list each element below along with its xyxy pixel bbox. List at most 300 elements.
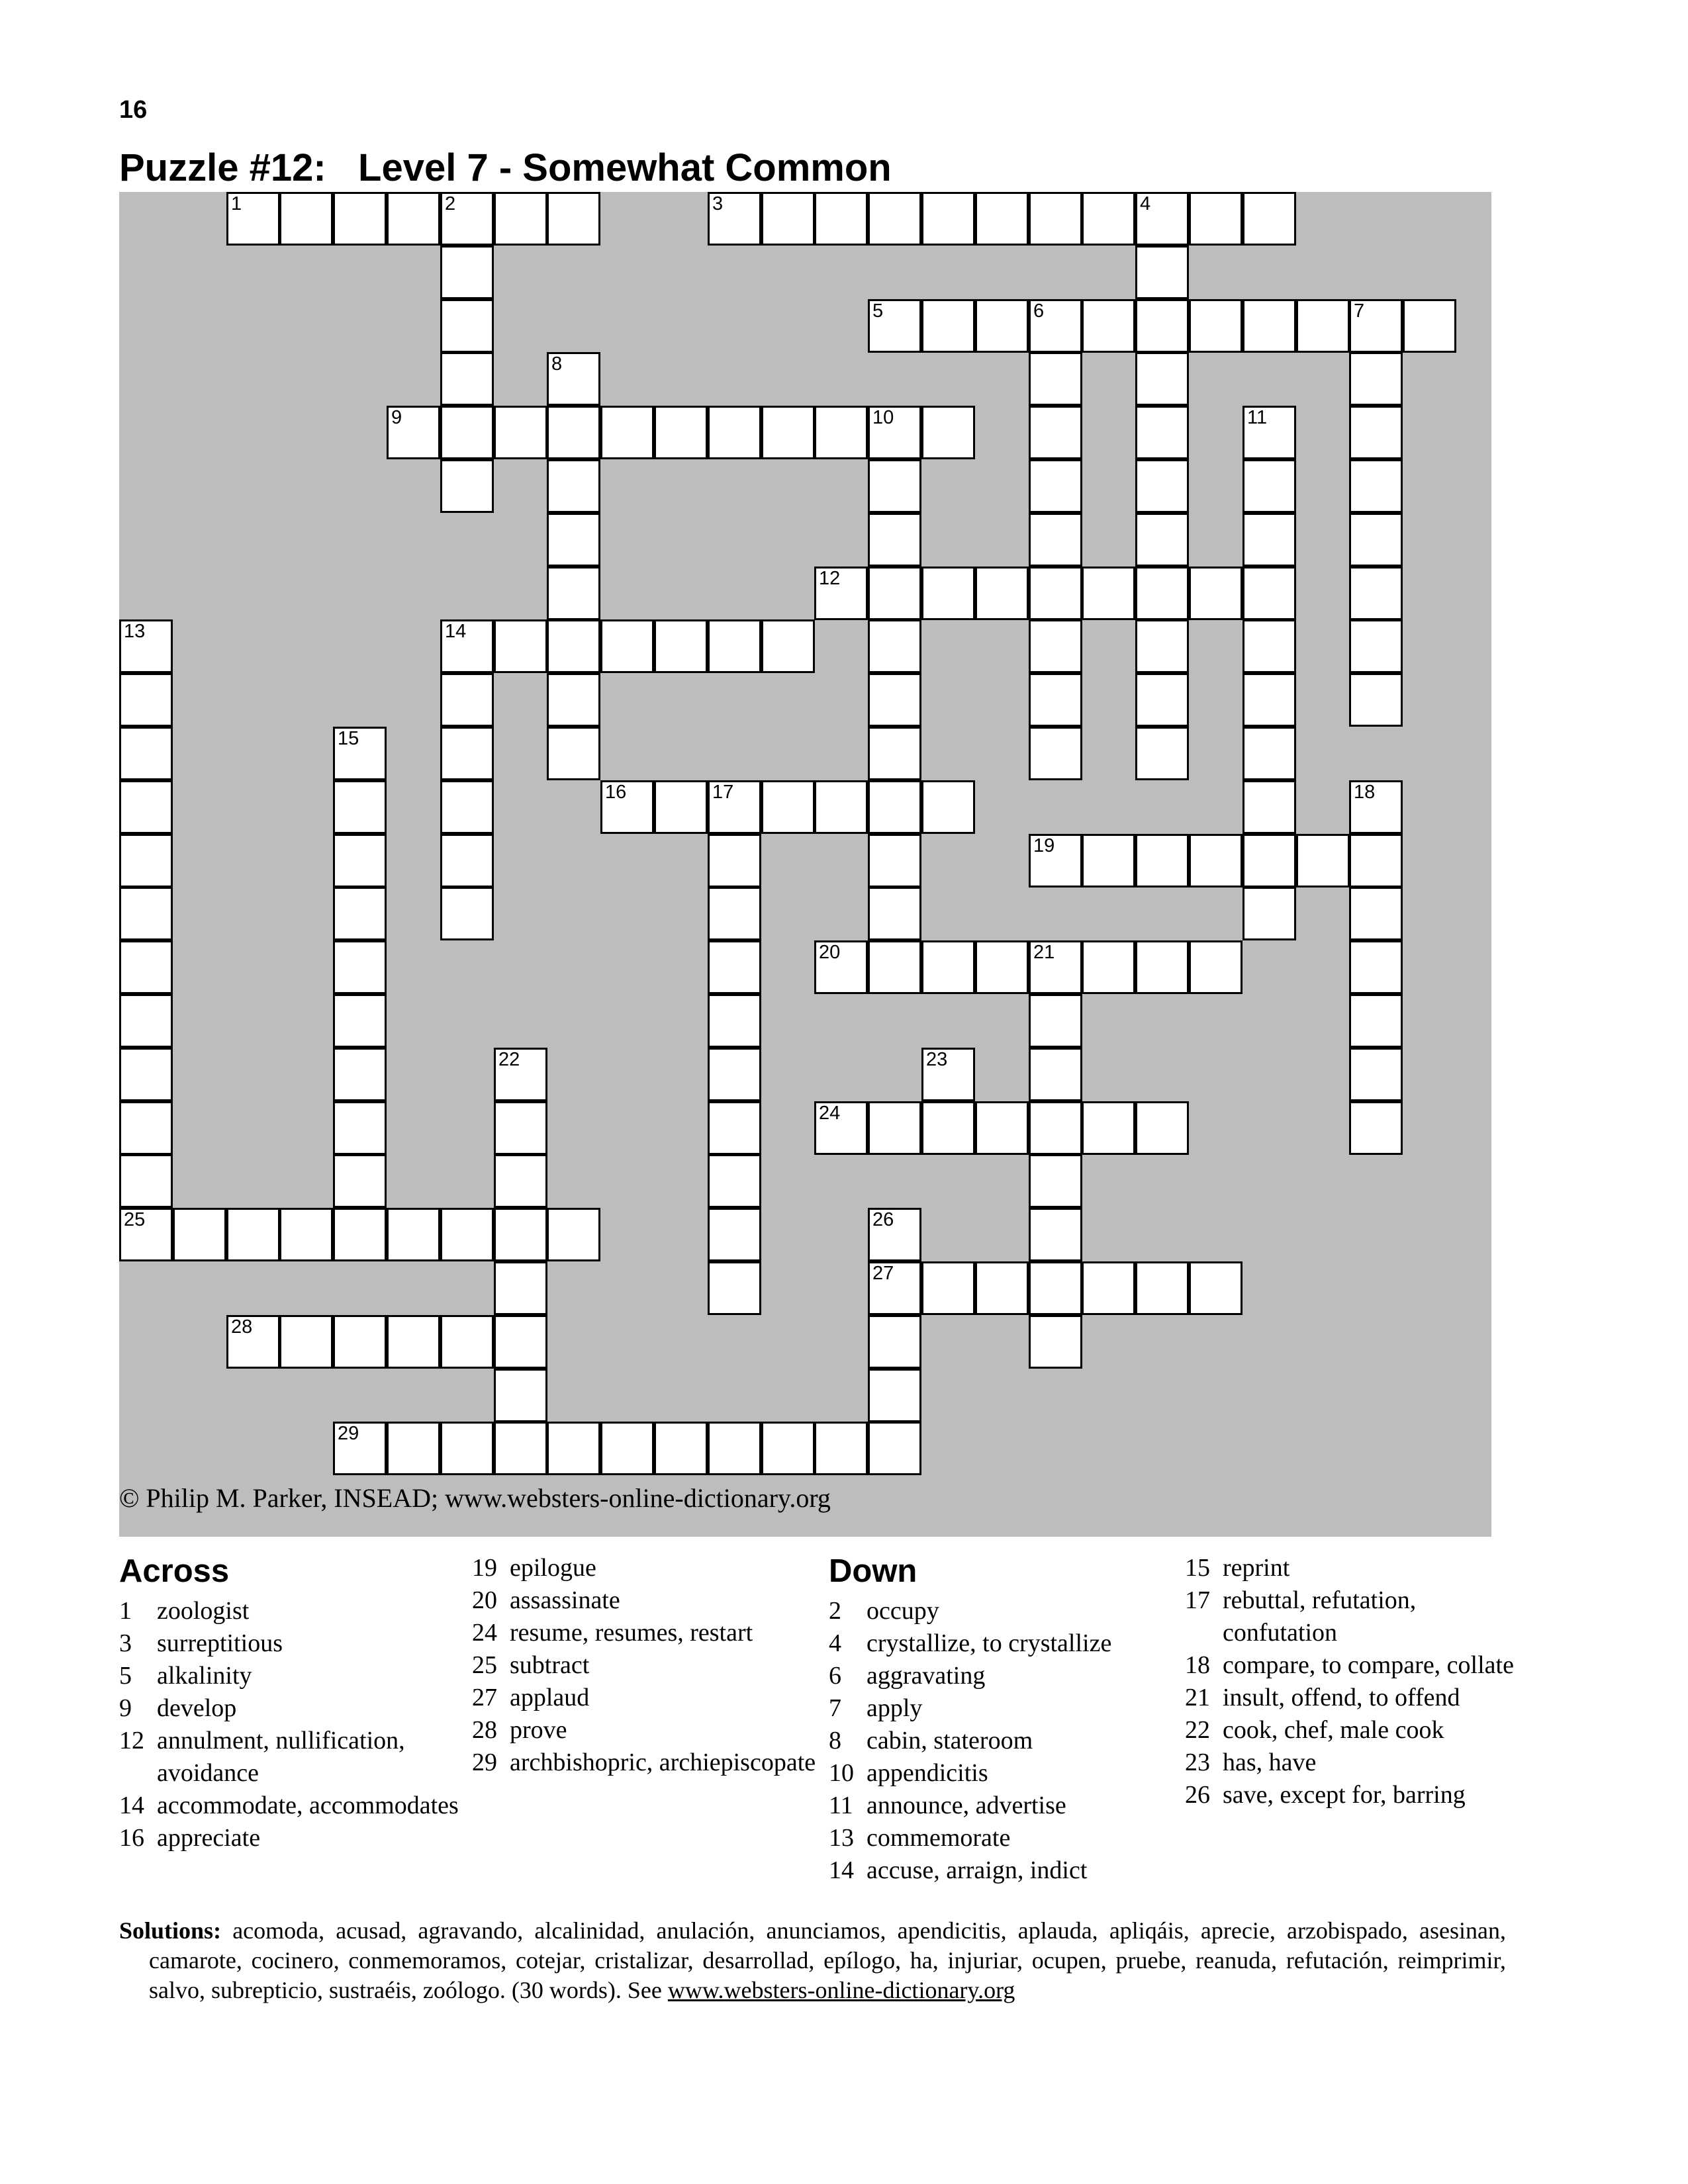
grid-cell[interactable] — [440, 673, 494, 727]
grid-cell[interactable] — [654, 619, 708, 673]
grid-cell[interactable] — [440, 619, 494, 673]
grid-cell[interactable] — [547, 567, 600, 620]
clue-number: 5 — [872, 300, 884, 322]
grid-cell[interactable] — [600, 619, 654, 673]
grid-cell[interactable] — [1135, 352, 1189, 406]
grid-cell[interactable] — [440, 780, 494, 834]
grid-cell[interactable] — [333, 1154, 387, 1208]
clue-number: 26 — [872, 1209, 894, 1230]
grid-cell[interactable] — [921, 299, 975, 353]
grid-cell[interactable] — [387, 406, 440, 459]
clue-text: rebuttal, refutation, confutation — [1223, 1586, 1417, 1647]
grid-cell[interactable] — [1349, 299, 1403, 353]
clue-number: 17 — [712, 782, 734, 803]
grid-cell[interactable] — [119, 994, 173, 1048]
grid-cell[interactable] — [119, 1101, 173, 1155]
down-clues-column-1 — [829, 1549, 1173, 1887]
grid-cell[interactable] — [1189, 567, 1243, 620]
grid-cell[interactable] — [921, 406, 975, 459]
grid-cell[interactable] — [1029, 513, 1082, 567]
grid-cell[interactable] — [226, 1315, 280, 1369]
solutions-list: acomoda, acusad, agravando, alcalinidad, anulación, anunciamos, apendicitis, aplauda, apliqáis, aprecie, arzobispado, asesinan, camarote, cocinero, conmemoramos, cotejar, cristalizar, desarrollad, epílogo, ha, injuriar, ocupen, pruebe, reanuda, refutación, reimprimir, salvo, subrepticio, sustraéis, zoólogo. (30 words). See — [149, 1917, 1506, 2003]
grid-cell[interactable] — [440, 406, 494, 459]
grid-cell[interactable] — [708, 1101, 761, 1155]
grid-cell[interactable] — [1349, 619, 1403, 673]
clue-number: 10 — [872, 407, 894, 428]
grid-cell[interactable] — [761, 192, 815, 246]
grid-cell[interactable] — [708, 780, 761, 834]
grid-cell[interactable] — [1082, 834, 1135, 887]
grid-cell[interactable] — [868, 834, 921, 887]
grid-cell[interactable] — [333, 834, 387, 887]
grid-cell[interactable] — [921, 1048, 975, 1101]
grid-cell[interactable] — [708, 1048, 761, 1101]
across-clue — [119, 1660, 477, 1692]
grid-cell[interactable] — [814, 1422, 868, 1475]
grid-cell[interactable] — [868, 1315, 921, 1369]
grid-cell[interactable] — [1349, 673, 1403, 727]
grid-cell[interactable] — [440, 352, 494, 406]
grid-cell[interactable] — [814, 780, 868, 834]
grid-cell[interactable] — [1029, 1261, 1082, 1315]
grid-cell[interactable] — [119, 1154, 173, 1208]
grid-cell[interactable] — [494, 1154, 547, 1208]
down-clue — [829, 1757, 1173, 1790]
grid-cell[interactable] — [1349, 1101, 1403, 1155]
grid-cell[interactable] — [1029, 673, 1082, 727]
grid-cell[interactable] — [494, 1422, 547, 1475]
down-clue — [829, 1660, 1173, 1692]
grid-cell[interactable] — [440, 727, 494, 780]
grid-cell[interactable] — [600, 1422, 654, 1475]
grid-cell[interactable] — [1189, 940, 1243, 994]
grid-cell[interactable] — [1135, 246, 1189, 299]
grid-cell[interactable] — [1029, 1154, 1082, 1208]
grid-cell[interactable] — [1029, 994, 1082, 1048]
clue-text: cook, chef, male cook — [1223, 1716, 1444, 1744]
grid-cell[interactable] — [814, 940, 868, 994]
grid-cell[interactable] — [547, 406, 600, 459]
grid-cell[interactable] — [708, 1261, 761, 1315]
grid-cell[interactable] — [654, 406, 708, 459]
solutions-link[interactable]: www.websters-online-dictionary.org — [667, 1977, 1015, 2003]
grid-cell[interactable] — [1189, 299, 1243, 353]
down-clues-column-2 — [1185, 1552, 1529, 1811]
grid-cell[interactable] — [1082, 192, 1135, 246]
grid-cell[interactable] — [814, 192, 868, 246]
grid-cell[interactable] — [1189, 834, 1243, 887]
clue-num: 29 — [472, 1749, 497, 1776]
grid-cell[interactable] — [868, 780, 921, 834]
grid-cell[interactable] — [440, 834, 494, 887]
clue-num: 10 — [829, 1759, 854, 1787]
across-clue — [472, 1584, 816, 1617]
grid-cell[interactable] — [975, 940, 1029, 994]
grid-cell[interactable] — [1135, 673, 1189, 727]
grid-cell[interactable] — [494, 406, 547, 459]
clue-num: 25 — [472, 1651, 497, 1679]
grid-cell[interactable] — [440, 1422, 494, 1475]
grid-cell[interactable] — [921, 780, 975, 834]
clue-number: 11 — [1247, 407, 1268, 428]
grid-cell[interactable] — [1243, 299, 1296, 353]
clue-text: assassinate — [510, 1586, 620, 1614]
grid-cell[interactable] — [494, 1369, 547, 1422]
grid-cell[interactable] — [387, 1208, 440, 1261]
grid-cell[interactable] — [226, 192, 280, 246]
clue-num: 21 — [1185, 1684, 1210, 1711]
grid-cell[interactable] — [119, 1048, 173, 1101]
grid-cell[interactable] — [440, 1208, 494, 1261]
grid-cell[interactable] — [1243, 780, 1296, 834]
grid-cell[interactable] — [279, 1208, 333, 1261]
grid-cell[interactable] — [708, 940, 761, 994]
grid-cell[interactable] — [975, 192, 1029, 246]
grid-cell[interactable] — [333, 1422, 387, 1475]
grid-cell[interactable] — [333, 1315, 387, 1369]
grid-cell[interactable] — [1243, 513, 1296, 567]
grid-cell[interactable] — [921, 192, 975, 246]
grid-cell[interactable] — [814, 567, 868, 620]
grid-cell[interactable] — [1349, 887, 1403, 940]
clue-num: 4 — [829, 1629, 841, 1657]
grid-cell[interactable] — [1349, 994, 1403, 1048]
grid-cell[interactable] — [440, 192, 494, 246]
grid-cell[interactable] — [440, 1315, 494, 1369]
grid-cell[interactable] — [1135, 619, 1189, 673]
across-clue — [472, 1649, 816, 1682]
grid-cell[interactable] — [868, 567, 921, 620]
grid-cell[interactable] — [1029, 834, 1082, 887]
grid-cell[interactable] — [708, 192, 761, 246]
grid-cell[interactable] — [1243, 459, 1296, 513]
grid-cell[interactable] — [708, 994, 761, 1048]
copyright-notice: © Philip M. Parker, INSEAD; www.websters-online-dictionary.org — [119, 1483, 831, 1513]
grid-cell[interactable] — [1082, 567, 1135, 620]
grid-cell[interactable] — [975, 299, 1029, 353]
grid-cell[interactable] — [547, 459, 600, 513]
grid-cell[interactable] — [868, 1208, 921, 1261]
grid-cell[interactable] — [1243, 406, 1296, 459]
grid-cell[interactable] — [333, 780, 387, 834]
clue-num: 9 — [119, 1694, 132, 1722]
grid-cell[interactable] — [1349, 459, 1403, 513]
grid-cell[interactable] — [868, 1261, 921, 1315]
grid-cell[interactable] — [1349, 1048, 1403, 1101]
grid-cell[interactable] — [1029, 1101, 1082, 1155]
across-clue — [119, 1790, 477, 1822]
grid-cell[interactable] — [600, 780, 654, 834]
clue-num: 28 — [472, 1716, 497, 1744]
grid-cell[interactable] — [868, 299, 921, 353]
clue-text: cabin, stateroom — [867, 1727, 1033, 1754]
grid-cell[interactable] — [1029, 727, 1082, 780]
grid-cell[interactable] — [547, 1208, 600, 1261]
grid-cell[interactable] — [708, 1154, 761, 1208]
grid-cell[interactable] — [921, 567, 975, 620]
grid-cell[interactable] — [119, 619, 173, 673]
grid-cell[interactable] — [761, 619, 815, 673]
grid-cell[interactable] — [1296, 834, 1350, 887]
grid-cell[interactable] — [547, 513, 600, 567]
grid-cell[interactable] — [1135, 513, 1189, 567]
grid-cell[interactable] — [333, 887, 387, 940]
down-clue — [1185, 1779, 1529, 1811]
grid-cell[interactable] — [1296, 299, 1350, 353]
grid-cell[interactable] — [1349, 940, 1403, 994]
across-clues-column-2 — [472, 1552, 816, 1779]
grid-cell[interactable] — [1349, 780, 1403, 834]
grid-cell[interactable] — [1243, 673, 1296, 727]
grid-cell[interactable] — [1403, 299, 1456, 353]
clue-text: apply — [867, 1694, 923, 1722]
clue-number: 28 — [231, 1316, 253, 1338]
grid-cell[interactable] — [1243, 567, 1296, 620]
grid-cell[interactable] — [1243, 834, 1296, 887]
clue-number: 3 — [712, 193, 724, 214]
grid-cell[interactable] — [708, 619, 761, 673]
grid-cell[interactable] — [494, 1208, 547, 1261]
grid-cell[interactable] — [333, 940, 387, 994]
down-clue — [829, 1725, 1173, 1757]
grid-cell[interactable] — [1349, 567, 1403, 620]
grid-cell[interactable] — [868, 406, 921, 459]
grid-cell[interactable] — [1029, 406, 1082, 459]
grid-cell[interactable] — [1082, 1101, 1135, 1155]
clue-num: 5 — [119, 1662, 132, 1690]
grid-cell[interactable] — [1029, 940, 1082, 994]
grid-cell[interactable] — [1135, 567, 1189, 620]
grid-cell[interactable] — [1243, 619, 1296, 673]
clue-text: prove — [510, 1716, 567, 1744]
grid-cell[interactable] — [494, 1101, 547, 1155]
grid-cell[interactable] — [119, 834, 173, 887]
down-clue — [1185, 1747, 1529, 1779]
page-number: 16 — [119, 96, 148, 124]
clue-number: 13 — [124, 621, 146, 642]
across-clue — [119, 1822, 477, 1854]
grid-cell[interactable] — [868, 1422, 921, 1475]
solutions-label: Solutions: — [119, 1917, 222, 1944]
across-clue — [472, 1617, 816, 1649]
grid-cell[interactable] — [1029, 619, 1082, 673]
grid-cell[interactable] — [1135, 406, 1189, 459]
grid-cell[interactable] — [279, 192, 333, 246]
grid-cell[interactable] — [921, 1101, 975, 1155]
grid-cell[interactable] — [1029, 192, 1082, 246]
grid-cell[interactable] — [547, 352, 600, 406]
grid-cell[interactable] — [761, 780, 815, 834]
grid-cell[interactable] — [761, 1422, 815, 1475]
grid-cell[interactable] — [387, 192, 440, 246]
across-clue — [119, 1725, 477, 1790]
grid-cell[interactable] — [921, 940, 975, 994]
grid-cell[interactable] — [1029, 1048, 1082, 1101]
grid-cell[interactable] — [1135, 192, 1189, 246]
clue-text: archbishopric, archiepiscopate — [510, 1749, 816, 1776]
grid-cell[interactable] — [1082, 1261, 1135, 1315]
grid-cell[interactable] — [1029, 567, 1082, 620]
down-clue — [1185, 1682, 1529, 1714]
grid-cell[interactable] — [494, 1261, 547, 1315]
grid-cell[interactable] — [440, 246, 494, 299]
grid-cell[interactable] — [708, 1208, 761, 1261]
clue-number: 15 — [338, 728, 359, 749]
grid-cell[interactable] — [761, 406, 815, 459]
grid-cell[interactable] — [494, 1048, 547, 1101]
grid-cell[interactable] — [119, 940, 173, 994]
grid-cell[interactable] — [1349, 406, 1403, 459]
grid-cell[interactable] — [333, 1048, 387, 1101]
grid-cell[interactable] — [975, 567, 1029, 620]
grid-cell[interactable] — [975, 1261, 1029, 1315]
down-heading: Down — [829, 1553, 917, 1589]
grid-cell[interactable] — [333, 192, 387, 246]
grid-cell[interactable] — [494, 619, 547, 673]
clue-num: 8 — [829, 1727, 841, 1754]
grid-cell[interactable] — [547, 673, 600, 727]
clue-text: resume, resumes, restart — [510, 1619, 753, 1647]
grid-cell[interactable] — [868, 1101, 921, 1155]
down-clue — [829, 1790, 1173, 1822]
clue-num: 22 — [1185, 1716, 1210, 1744]
down-clue — [829, 1822, 1173, 1854]
grid-cell[interactable] — [868, 887, 921, 940]
clue-number: 20 — [819, 942, 841, 963]
grid-cell[interactable] — [975, 1101, 1029, 1155]
grid-cell[interactable] — [868, 673, 921, 727]
clue-number: 7 — [1354, 300, 1365, 322]
grid-cell[interactable] — [1135, 727, 1189, 780]
grid-cell[interactable] — [868, 192, 921, 246]
grid-cell[interactable] — [547, 619, 600, 673]
grid-cell[interactable] — [1082, 940, 1135, 994]
clue-text: has, have — [1223, 1749, 1317, 1776]
down-clue — [1185, 1714, 1529, 1747]
grid-cell[interactable] — [494, 192, 547, 246]
grid-cell[interactable] — [708, 406, 761, 459]
grid-cell[interactable] — [1349, 352, 1403, 406]
clue-number: 16 — [605, 782, 627, 803]
grid-cell[interactable] — [1243, 192, 1296, 246]
grid-cell[interactable] — [226, 1208, 280, 1261]
across-clue — [472, 1747, 816, 1779]
grid-cell[interactable] — [387, 1422, 440, 1475]
clue-num: 23 — [1185, 1749, 1210, 1776]
clue-num: 16 — [119, 1824, 144, 1852]
grid-cell[interactable] — [1189, 192, 1243, 246]
grid-cell[interactable] — [333, 1101, 387, 1155]
grid-cell[interactable] — [119, 887, 173, 940]
clue-text: zoologist — [157, 1597, 250, 1625]
grid-cell[interactable] — [333, 727, 387, 780]
grid-cell[interactable] — [1135, 1101, 1189, 1155]
grid-cell[interactable] — [440, 887, 494, 940]
grid-cell[interactable] — [1243, 887, 1296, 940]
grid-cell[interactable] — [387, 1315, 440, 1369]
grid-cell[interactable] — [868, 459, 921, 513]
clue-text: commemorate — [867, 1824, 1011, 1852]
grid-cell[interactable] — [1349, 513, 1403, 567]
grid-cell[interactable] — [1135, 459, 1189, 513]
grid-cell[interactable] — [868, 1369, 921, 1422]
clue-num: 3 — [119, 1629, 132, 1657]
clue-num: 6 — [829, 1662, 841, 1690]
grid-cell[interactable] — [440, 459, 494, 513]
grid-cell[interactable] — [814, 406, 868, 459]
grid-cell[interactable] — [494, 1315, 547, 1369]
grid-cell[interactable] — [654, 1422, 708, 1475]
grid-cell[interactable] — [119, 1208, 173, 1261]
grid-cell[interactable] — [868, 727, 921, 780]
grid-cell[interactable] — [921, 1261, 975, 1315]
grid-cell[interactable] — [279, 1315, 333, 1369]
grid-cell[interactable] — [333, 994, 387, 1048]
clue-text: develop — [157, 1694, 237, 1722]
grid-cell[interactable] — [1135, 940, 1189, 994]
grid-cell[interactable] — [547, 727, 600, 780]
clue-number: 19 — [1033, 835, 1055, 856]
grid-cell[interactable] — [1029, 1315, 1082, 1369]
clue-num: 15 — [1185, 1554, 1210, 1582]
grid-cell[interactable] — [547, 1422, 600, 1475]
clue-text: alkalinity — [157, 1662, 252, 1690]
clue-num: 12 — [119, 1727, 144, 1754]
clue-number: 24 — [819, 1103, 841, 1124]
grid-cell[interactable] — [119, 673, 173, 727]
grid-cell[interactable] — [547, 192, 600, 246]
grid-cell[interactable] — [868, 619, 921, 673]
grid-cell[interactable] — [708, 887, 761, 940]
grid-cell[interactable] — [1135, 299, 1189, 353]
grid-cell[interactable] — [1189, 1261, 1243, 1315]
clue-text: subtract — [510, 1651, 590, 1679]
grid-cell[interactable] — [1029, 459, 1082, 513]
grid-cell[interactable] — [868, 940, 921, 994]
grid-cell[interactable] — [1243, 727, 1296, 780]
grid-cell[interactable] — [1135, 834, 1189, 887]
across-clue — [472, 1552, 816, 1584]
grid-cell[interactable] — [1349, 834, 1403, 887]
clue-number: 23 — [926, 1049, 948, 1070]
clue-text: aggravating — [867, 1662, 986, 1690]
grid-cell[interactable] — [119, 780, 173, 834]
clue-text: applaud — [510, 1684, 590, 1711]
grid-cell[interactable] — [708, 1422, 761, 1475]
clue-number: 22 — [498, 1049, 520, 1070]
grid-cell[interactable] — [333, 1208, 387, 1261]
clue-number: 12 — [819, 568, 841, 589]
clue-num: 19 — [472, 1554, 497, 1582]
grid-cell[interactable] — [654, 780, 708, 834]
across-clue — [119, 1627, 477, 1660]
grid-cell[interactable] — [1029, 352, 1082, 406]
grid-cell[interactable] — [1135, 1261, 1189, 1315]
grid-cell[interactable] — [1029, 299, 1082, 353]
grid-cell[interactable] — [173, 1208, 226, 1261]
clue-num: 18 — [1185, 1651, 1210, 1679]
grid-cell[interactable] — [708, 834, 761, 887]
grid-cell[interactable] — [868, 513, 921, 567]
grid-cell[interactable] — [119, 727, 173, 780]
down-clue — [829, 1595, 1173, 1627]
grid-cell[interactable] — [440, 299, 494, 353]
grid-cell[interactable] — [600, 406, 654, 459]
grid-cell[interactable] — [1029, 1208, 1082, 1261]
grid-cell[interactable] — [814, 1101, 868, 1155]
grid-cell[interactable] — [1082, 299, 1135, 353]
clue-text: surreptitious — [157, 1629, 283, 1657]
